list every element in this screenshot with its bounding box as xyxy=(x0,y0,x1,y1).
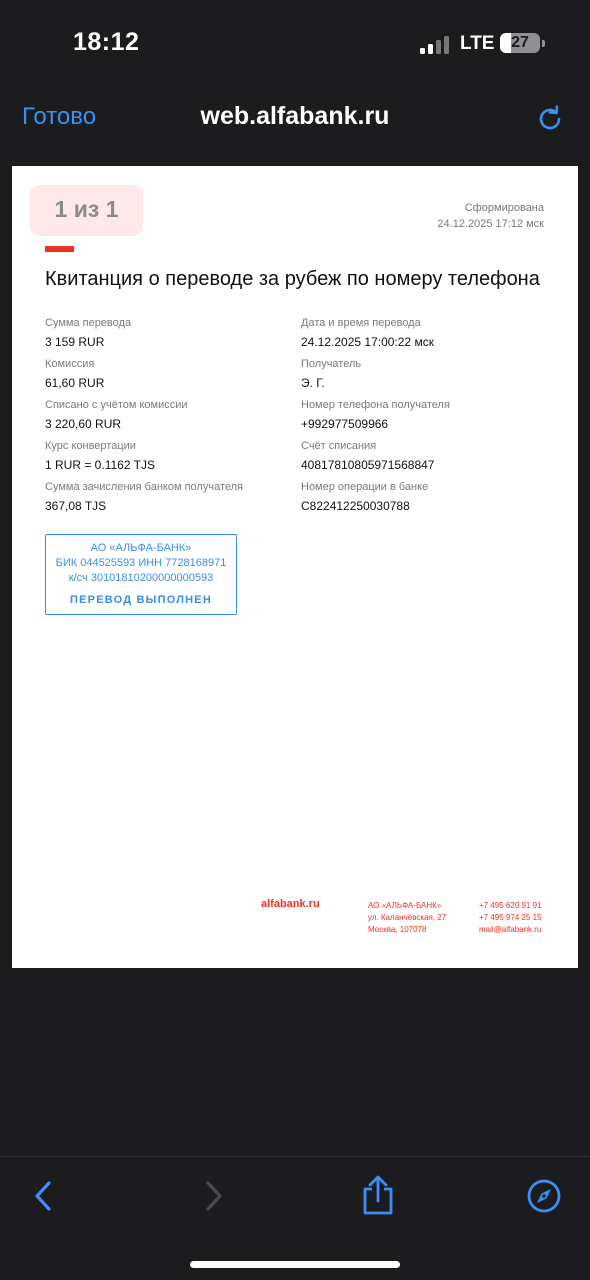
receipt-left-column xyxy=(45,316,285,521)
page-counter-badge xyxy=(30,185,143,236)
stamp-bik-inn: БИК 044525593 ИНН 7728168971 xyxy=(55,557,227,569)
stamp-bank-name: АО «АЛЬФА-БАНК» xyxy=(90,542,192,554)
field-label: Дата и время перевода xyxy=(301,317,421,329)
field-label: Комиссия xyxy=(45,358,95,370)
field-value: 3 159 RUR xyxy=(45,335,105,349)
cellular-signal-icon xyxy=(420,34,450,54)
field-label: Сумма перевода xyxy=(45,317,132,329)
alfa-red-bar xyxy=(45,246,74,252)
field-label: Получатель xyxy=(301,358,362,370)
browser-header xyxy=(0,88,590,156)
field-value: 61,60 RUR xyxy=(45,376,105,390)
receipt-page xyxy=(12,166,578,968)
footer-email: mail@alfabank.ru xyxy=(479,925,542,934)
home-indicator[interactable] xyxy=(190,1261,400,1268)
footer-address-line: АО «АЛЬФА-БАНК» xyxy=(368,901,442,910)
field-value: 40817810805971568847 xyxy=(301,458,435,472)
footer-address xyxy=(368,900,446,936)
footer-brand: alfabank.ru xyxy=(261,898,320,910)
network-type: LTE xyxy=(460,33,495,54)
status-bar xyxy=(0,0,590,88)
footer-phone: +7 495 620 91 91 xyxy=(479,901,542,910)
formed-label: Сформирована xyxy=(464,202,544,214)
field-value: C822412250030788 xyxy=(301,499,410,513)
stamp-status: ПЕРЕВОД ВЫПОЛНЕН xyxy=(70,594,212,606)
footer-contacts xyxy=(479,900,542,936)
page-counter: 1 из 1 xyxy=(54,196,119,222)
battery-tip xyxy=(542,40,545,47)
field-credited-amount xyxy=(45,480,285,521)
stamp-correspondent-account: к/сч 30101810200000000593 xyxy=(68,572,214,584)
field-recipient xyxy=(301,357,561,398)
footer-phone: +7 495 974 25 15 xyxy=(479,913,542,922)
footer-address-line: Москва, 107078 xyxy=(368,925,427,934)
field-value: 367,08 TJS xyxy=(45,499,107,513)
formed-info xyxy=(437,200,544,232)
field-label: Счёт списания xyxy=(301,440,377,452)
field-transfer-amount xyxy=(45,316,285,357)
reload-icon[interactable] xyxy=(534,103,566,135)
formed-datetime: 24.12.2025 17:12 мск xyxy=(437,218,544,230)
field-transfer-datetime xyxy=(301,316,561,357)
field-value: 3 220,60 RUR xyxy=(45,417,122,431)
field-value: Э. Г. xyxy=(301,376,325,390)
field-label: Сумма зачисления банком получателя xyxy=(45,481,243,493)
field-label: Номер операции в банке xyxy=(301,481,429,493)
status-time: 18:12 xyxy=(73,28,140,56)
field-value: 24.12.2025 17:00:22 мск xyxy=(301,335,434,349)
done-button[interactable]: Готово xyxy=(22,103,97,130)
safari-compass-icon[interactable] xyxy=(527,1179,561,1213)
field-label: Списано с учётом комиссии xyxy=(45,399,188,411)
field-exchange-rate xyxy=(45,439,285,480)
battery-icon xyxy=(500,33,540,53)
battery-percent: 27 xyxy=(511,34,529,51)
page-url-title: web.alfabank.ru xyxy=(200,102,390,130)
field-value: +992977509966 xyxy=(301,417,389,431)
field-recipient-phone xyxy=(301,398,561,439)
field-debit-account xyxy=(301,439,561,480)
browser-toolbar xyxy=(0,1156,590,1280)
receipt-title: Квитанция о переводе за рубеж по номеру телефона xyxy=(45,268,540,290)
field-value: 1 RUR = 0.1162 TJS xyxy=(45,458,155,472)
forward-icon xyxy=(196,1179,230,1213)
field-commission xyxy=(45,357,285,398)
field-label: Курс конвертации xyxy=(45,440,136,452)
field-total-debited xyxy=(45,398,285,439)
document-viewer[interactable] xyxy=(0,156,590,1156)
bank-stamp xyxy=(45,534,237,615)
back-icon[interactable] xyxy=(27,1179,61,1213)
field-label: Номер телефона получателя xyxy=(301,399,450,411)
receipt-right-column xyxy=(301,316,561,521)
footer-address-line: ул. Каланчёвская, 27 xyxy=(368,913,447,922)
share-icon[interactable] xyxy=(360,1175,396,1215)
field-operation-number xyxy=(301,480,561,521)
